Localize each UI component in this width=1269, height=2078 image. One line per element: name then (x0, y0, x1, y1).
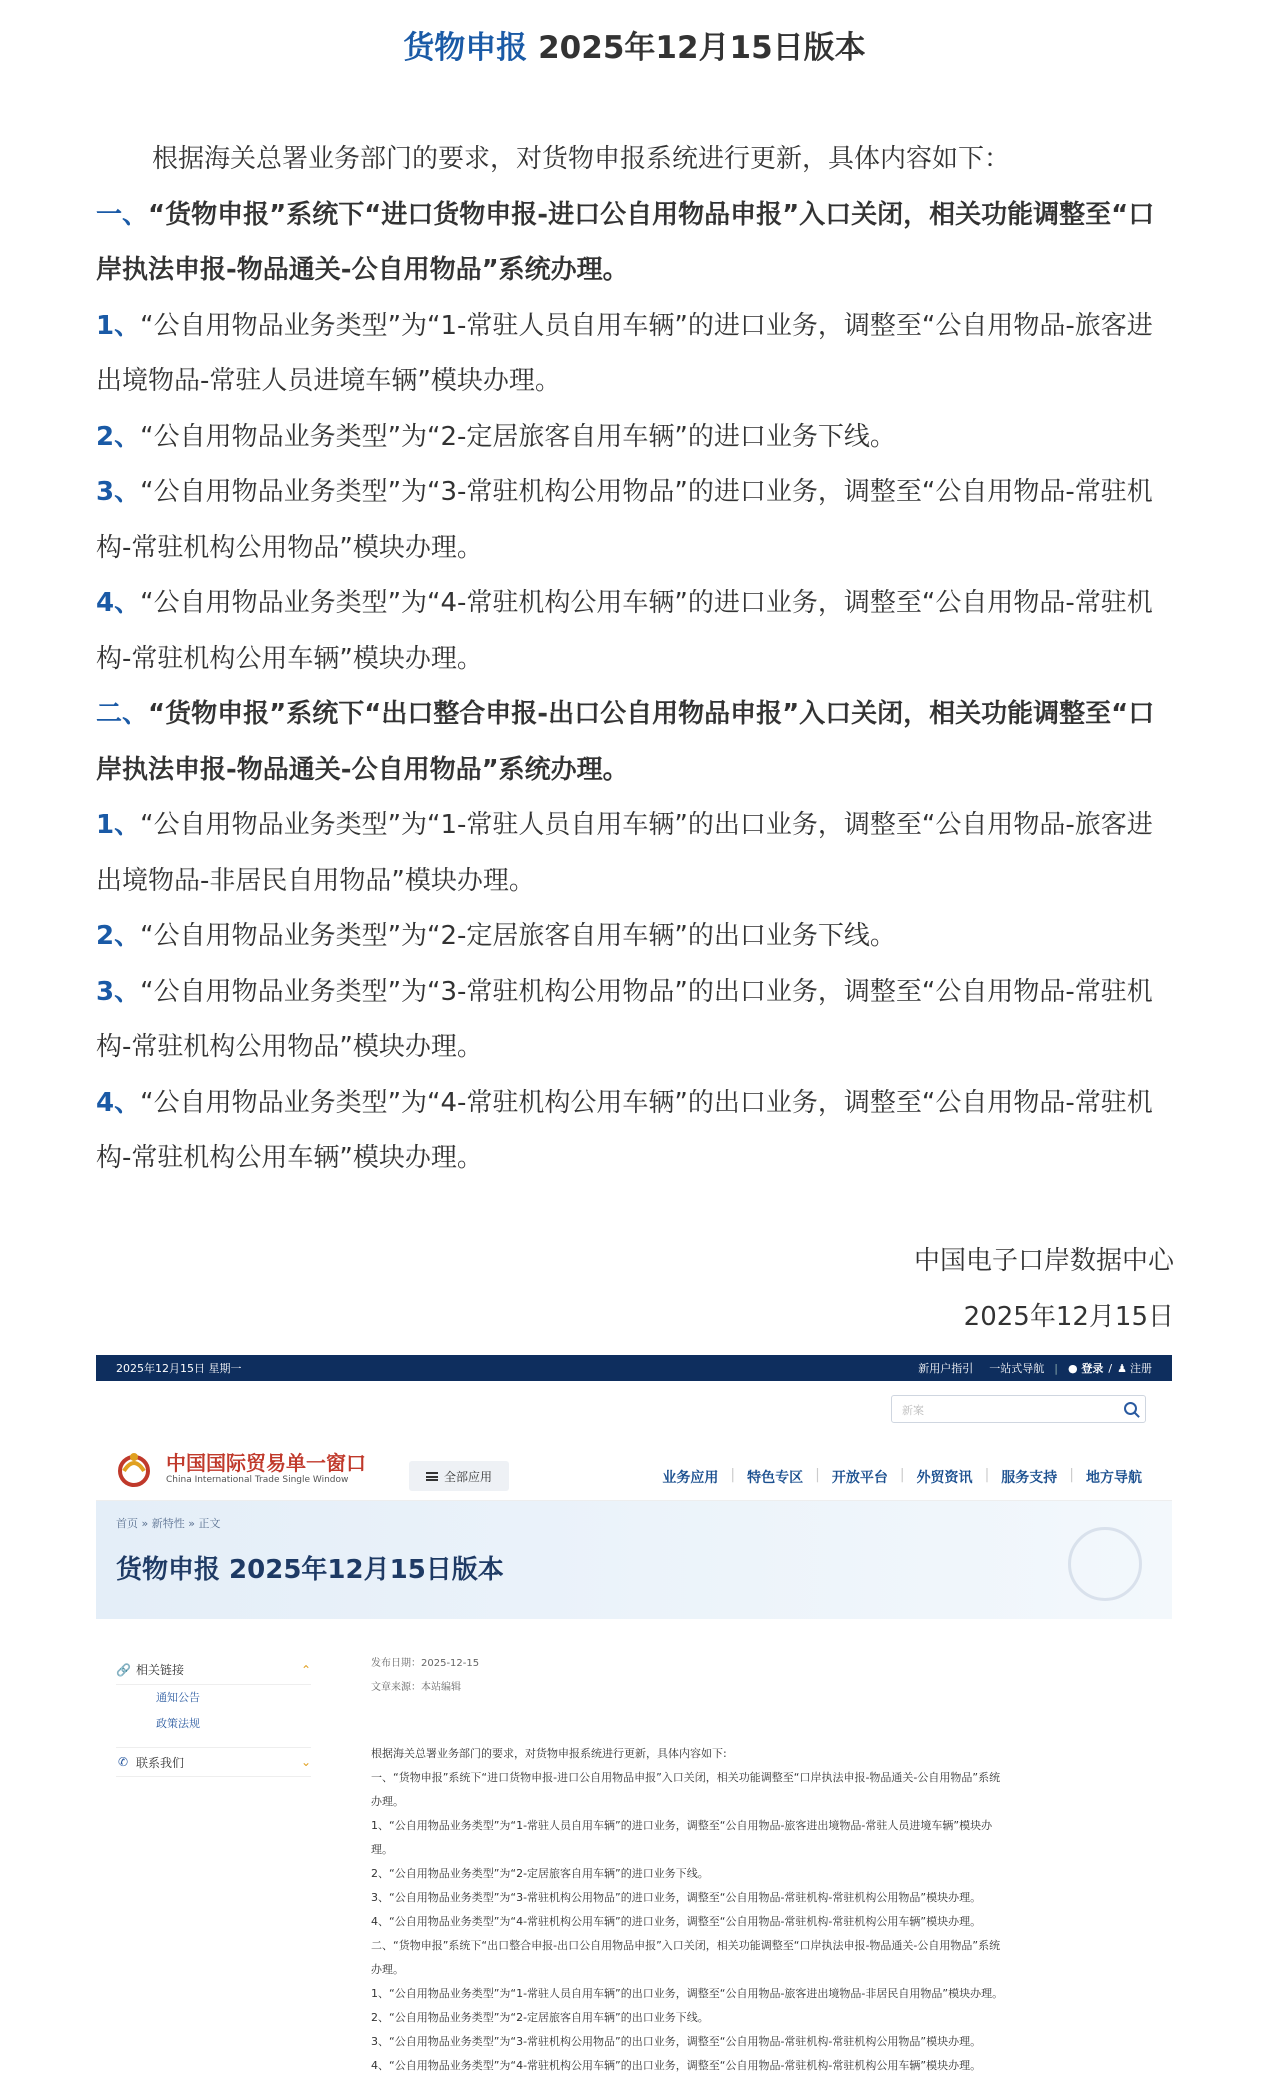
signature-org: 中国电子口岸数据中心 (913, 1246, 1174, 1276)
nav-special-zone[interactable]: 特色专区 (747, 1470, 804, 1486)
one-stop-nav-link[interactable]: 一站式导航 (989, 1362, 1045, 1375)
body-line: 办理。 (371, 1795, 404, 1808)
sidebar-related-links[interactable]: 🔗 相关链接 ⌃ (116, 1655, 311, 1685)
article-source: 文章来源：本站编辑 (371, 1682, 461, 1693)
user-icon: ♟ (1117, 1361, 1127, 1375)
sidebar-contact-us[interactable]: ✆ 联系我们 ⌄ (116, 1747, 311, 1777)
nav-local-navigation[interactable]: 地方导航 (1086, 1470, 1142, 1486)
site-article-body (371, 1742, 1151, 2078)
body-line: 二、“货物申报”系统下“出口整合申报-出口公自用物品申报”入口关闭，相关功能调整至“口岸执法申报-物品通关-公自用物品”系统 (371, 1939, 1001, 1952)
breadcrumb-new-features[interactable]: 新特性 (151, 1517, 185, 1530)
section-1-item-3: 3、“公自用物品业务类型”为“3-常驻机构公用物品”的进口业务，调整至“公自用物品-常驻机构-常驻机构公用物品”模块办理。 (96, 477, 1153, 563)
title-highlight: 货物申报 (403, 30, 528, 66)
breadcrumb: 首页 » 新特性 » 正文 (116, 1517, 221, 1530)
section-2-item-1: 1、“公自用物品业务类型”为“1-常驻人员自用车辆”的出口业务，调整至“公自用物品-旅客进出境物品-非居民自用物品”模块办理。 (96, 810, 1153, 896)
section-2-heading: 二、“货物申报”系统下“出口整合申报-出口公自用物品申报”入口关闭，相关功能调整至“口岸执法申报-物品通关-公自用物品”系统办理。 (96, 699, 1155, 785)
chevron-down-icon[interactable]: ⌄ (300, 1755, 311, 1769)
phone-icon: ✆ (117, 1755, 129, 1769)
section-2-item-4: 4、“公自用物品业务类型”为“4-常驻机构公用车辆”的出口业务，调整至“公自用物品-常驻机构-常驻机构公用车辆”模块办理。 (96, 1087, 1153, 1173)
sidebar (116, 1655, 311, 1777)
notice-intro: 根据海关总署业务部门的要求，对货物申报系统进行更新，具体内容如下： (152, 144, 1011, 174)
body-line: 3、“公自用物品业务类型”为“3-常驻机构公用物品”的进口业务，调整至“公自用物品-常驻机构-常驻机构公用物品”模块办理。 (371, 1891, 982, 1904)
search-icon[interactable] (1124, 1402, 1137, 1415)
all-apps-button[interactable]: 全部应用 (409, 1461, 509, 1491)
section-1-item-2: 2、“公自用物品业务类型”为“2-定居旅客自用车辆”的进口业务下线。 (96, 421, 896, 452)
topbar-date: 2025年12月15日 星期一 (116, 1362, 242, 1375)
body-line: 1、“公自用物品业务类型”为“1-常驻人员自用车辆”的出口业务，调整至“公自用物品-旅客进出境物品-非居民自用物品”模块办理。 (371, 1987, 1004, 2000)
nav-open-platform[interactable]: 开放平台 (831, 1470, 888, 1486)
section-2-item-2: 2、“公自用物品业务类型”为“2-定居旅客自用车辆”的出口业务下线。 (96, 921, 896, 951)
article-meta (371, 1652, 479, 1700)
sidebar-item-notices[interactable]: 通知公告 (156, 1691, 200, 1704)
section-1-heading: 一、“货物申报”系统下“进口货物申报-进口公自用物品申报”入口关闭，相关功能调整至“口岸执法申报-物品通关-公自用物品”系统办理。 (96, 199, 1155, 285)
banner-title: 货物申报 2025年12月15日版本 (116, 1555, 504, 1585)
top-bar: 2025年12月15日 星期一 新用户指引 一站式导航 | ● 登录 / ♟ 注册 (96, 1355, 1172, 1381)
site-logo[interactable] (116, 1449, 152, 1489)
body-line: 2、“公自用物品业务类型”为“2-定居旅客自用车辆”的出口业务下线。 (371, 2011, 709, 2024)
body-line: 办理。 (371, 1963, 404, 1976)
sidebar-item-policies[interactable]: 政策法规 (156, 1717, 200, 1730)
body-line: 一、“货物申报”系统下“进口货物申报-进口公自用物品申报”入口关闭，相关功能调整至“口岸执法申报-物品通关-公自用物品”系统 (371, 1771, 1001, 1784)
article-title (0, 22, 1269, 67)
body-line: 1、“公自用物品业务类型”为“1-常驻人员自用车辆”的进口业务，调整至“公自用物品-旅客进出境物品-常驻人员进境车辆”模块办 (371, 1819, 993, 1832)
page-banner (96, 1501, 1172, 1619)
notice-body (96, 132, 1172, 1187)
section-1-item-4: 4、“公自用物品业务类型”为“4-常驻机构公用车辆”的进口业务，调整至“公自用物品-常驻机构-常驻机构公用车辆”模块办理。 (96, 588, 1153, 674)
body-line: 理。 (371, 1843, 393, 1856)
customs-emblem-watermark (1068, 1527, 1142, 1601)
nav-business-apps[interactable]: 业务应用 (662, 1470, 719, 1486)
body-line: 4、“公自用物品业务类型”为“4-常驻机构公用车辆”的出口业务，调整至“公自用物品-常驻机构-常驻机构公用车辆”模块办理。 (371, 2059, 982, 2072)
body-line: 根据海关总署业务部门的要求，对货物申报系统进行更新，具体内容如下: (371, 1747, 727, 1760)
main-nav: 业务应用 | 特色专区 | 开放平台 | 外贸资讯 | 服务支持 | 地方导航 (662, 1467, 1142, 1486)
breadcrumb-current: 正文 (198, 1517, 221, 1530)
body-line: 3、“公自用物品业务类型”为“3-常驻机构公用物品”的出口业务，调整至“公自用物品-常驻机构-常驻机构公用物品”模块办理。 (371, 2035, 982, 2048)
nav-service-support[interactable]: 服务支持 (1001, 1470, 1058, 1486)
logo-text-en: China International Trade Single Window (166, 1475, 349, 1485)
section-2-item-3: 3、“公自用物品业务类型”为“3-常驻机构公用物品”的出口业务，调整至“公自用物品-常驻机构-常驻机构公用物品”模块办理。 (96, 976, 1153, 1062)
publish-date: 发布日期：2025-12-15 (371, 1658, 480, 1669)
login-register-separator: / (1108, 1361, 1113, 1375)
register-link[interactable]: 注册 (1130, 1362, 1152, 1375)
section-1-item-1: 1、“公自用物品业务类型”为“1-常驻人员自用车辆”的进口业务，调整至“公自用物品-旅客进出境物品-常驻人员进境车辆”模块办理。 (96, 310, 1153, 396)
nav-trade-news[interactable]: 外贸资讯 (916, 1470, 973, 1486)
menu-icon (426, 1472, 438, 1481)
link-icon: 🔗 (116, 1662, 131, 1677)
new-user-guide-link[interactable]: 新用户指引 (918, 1362, 974, 1375)
chevron-up-icon[interactable]: ⌃ (300, 1662, 311, 1677)
logo-text-cn: 中国国际贸易单一窗口 (166, 1451, 366, 1475)
body-line: 2、“公自用物品业务类型”为“2-定居旅客自用车辆”的进口业务下线。 (371, 1867, 709, 1880)
search-input[interactable]: 新案 (891, 1395, 1146, 1423)
site-header (96, 1381, 1172, 1501)
website-screenshot (96, 1355, 1172, 2072)
signature-date: 2025年12月15日 (963, 1302, 1174, 1332)
body-line: 4、“公自用物品业务类型”为“4-常驻机构公用车辆”的进口业务，调整至“公自用物品-常驻机构-常驻机构公用车辆”模块办理。 (371, 1915, 982, 1928)
breadcrumb-home[interactable]: 首页 (116, 1517, 138, 1530)
login-link[interactable]: ● 登录 (1067, 1362, 1104, 1375)
title-rest: 2025年12月15日版本 (527, 30, 866, 66)
